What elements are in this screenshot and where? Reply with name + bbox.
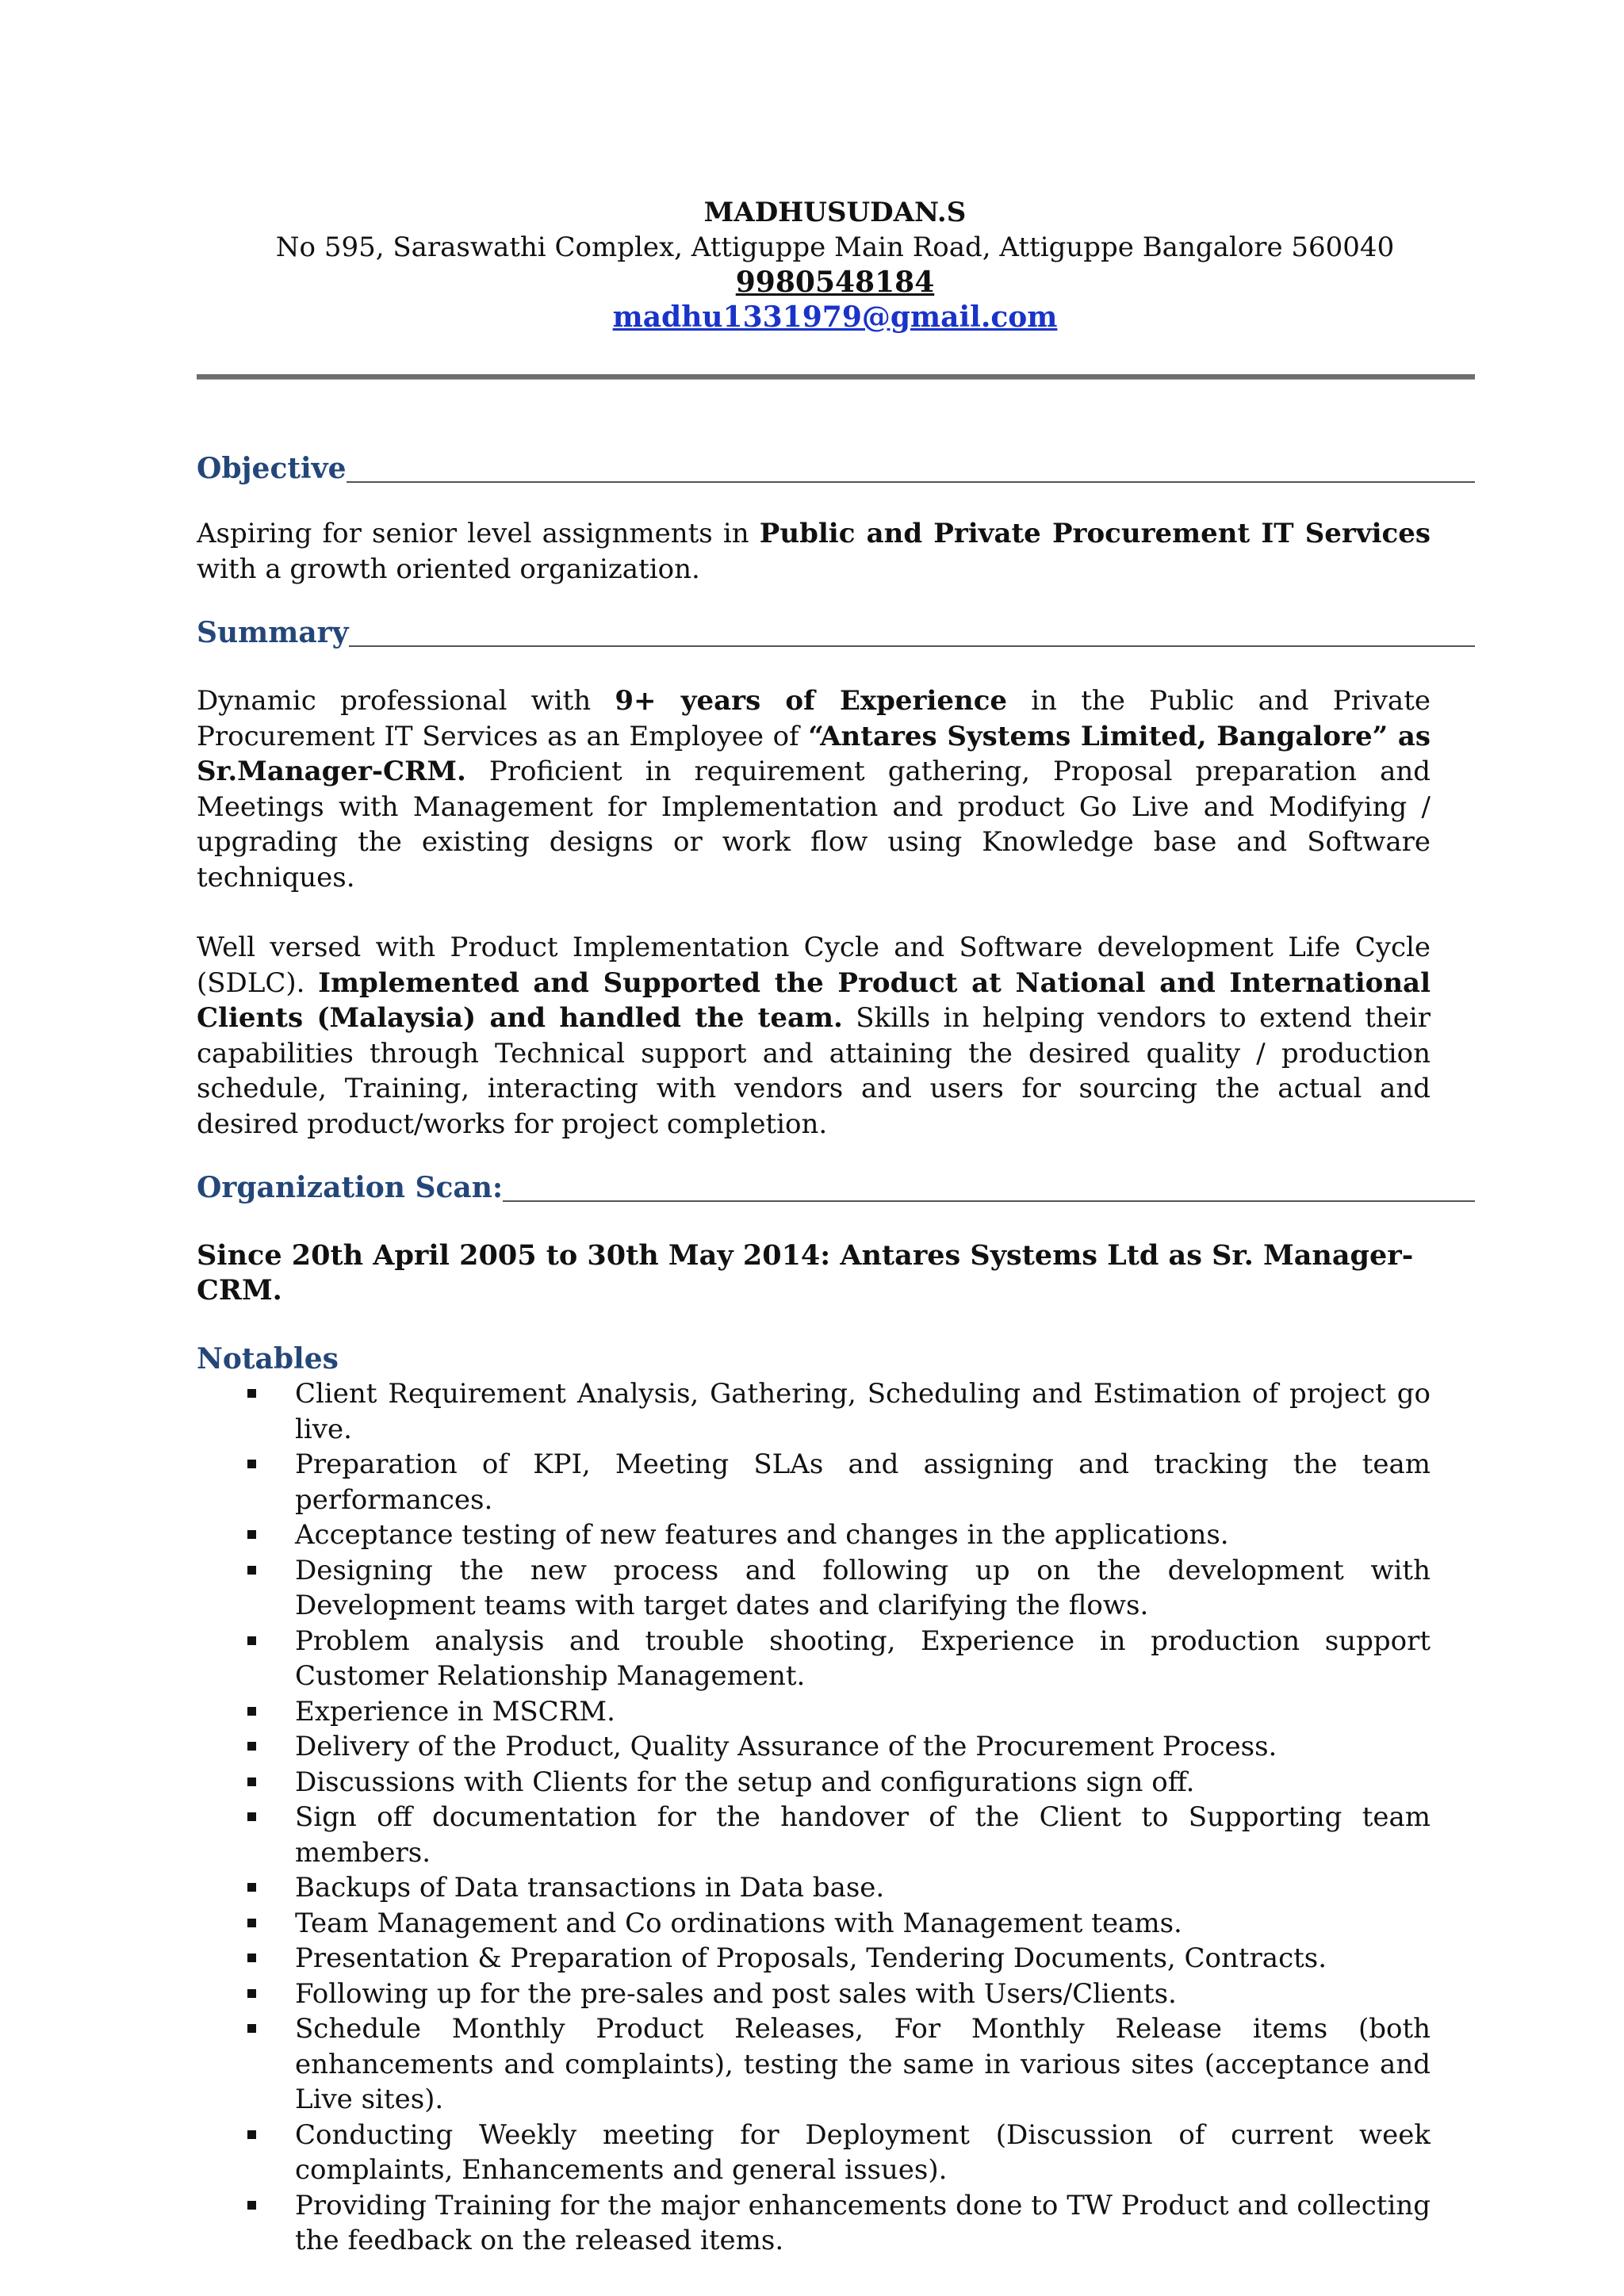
bullet-square-icon	[247, 1812, 256, 1821]
notable-item	[197, 1624, 1431, 1694]
summary-text-bold: “Antares Systems Limited, Bangalore” as Sr.Manager-CRM.	[197, 720, 1431, 787]
address: No 595, Saraswathi Complex, Attiguppe Main Road, Attiguppe Bangalore 560040	[275, 232, 1395, 263]
notable-item	[197, 1976, 1431, 2012]
bullet-square-icon	[247, 1530, 256, 1539]
notable-item	[197, 1800, 1431, 1870]
objective-text-bold: Public and Private Procurement IT Services	[759, 518, 1431, 549]
summary-title: Summary	[197, 616, 349, 649]
bullet-square-icon	[247, 1919, 256, 1927]
bullet-square-icon	[247, 1777, 256, 1786]
summary-text-part: in the Public and Private Procurement IT Services as an Employee of	[197, 685, 1431, 752]
phone-number: 9980548184	[735, 266, 935, 299]
objective-title: Objective	[197, 452, 347, 485]
notable-text: Delivery of the Product, Quality Assurance of the Procurement Process.	[295, 1731, 1277, 1762]
resume-content	[197, 195, 1473, 2259]
notable-item	[197, 1447, 1431, 1517]
notable-text: Schedule Monthly Product Releases, For Monthly Release items (both enhancements and complaints), testing the same in various sites (acceptance and Live sites).	[295, 2013, 1431, 2115]
notable-item	[197, 1765, 1431, 1800]
notable-text: Providing Training for the major enhancements done to TW Product and collecting the feedback on the released items.	[295, 2189, 1431, 2256]
notable-item	[197, 1553, 1431, 1624]
notable-item	[197, 1376, 1431, 1447]
header-divider	[197, 374, 1475, 380]
bullet-square-icon	[247, 2130, 256, 2139]
notables-list	[197, 1376, 1431, 2259]
notable-item	[197, 2118, 1431, 2188]
bullet-square-icon	[247, 1989, 256, 1998]
notable-item	[197, 1694, 1431, 1730]
notable-text: Designing the new process and following up on the development with Development teams with target dates and clarifying the flows.	[295, 1554, 1431, 1621]
notable-text: Presentation & Preparation of Proposals, Tendering Documents, Contracts.	[295, 1942, 1327, 1974]
contact-header	[197, 195, 1473, 335]
notable-text: Discussions with Clients for the setup and configurations sign off.	[295, 1766, 1195, 1798]
summary-text-part: Skills in helping vendors to extend their capabilities through Technical support and attaining the desired quality / production schedule, Training, interacting with vendors and users for sourcing the actual and desired product/works for project completion.	[197, 1002, 1431, 1140]
notable-item	[197, 1870, 1431, 1906]
summary-paragraph-2	[197, 930, 1431, 1142]
notable-text: Sign off documentation for the handover of the Client to Supporting team members.	[295, 1801, 1431, 1869]
section-rule	[349, 645, 1475, 647]
notable-item	[197, 1517, 1431, 1553]
notable-item	[197, 1906, 1431, 1942]
notable-item	[197, 2011, 1431, 2118]
candidate-name: MADHUSUDAN.S	[703, 197, 967, 228]
bullet-square-icon	[247, 1636, 256, 1645]
bullet-square-icon	[247, 1566, 256, 1575]
notable-item	[197, 1941, 1431, 1976]
organization-heading	[197, 1172, 1475, 1203]
organization-title: Organization Scan:	[197, 1171, 504, 1204]
notable-text: Experience in MSCRM.	[295, 1695, 615, 1728]
notable-text: Team Management and Co ordinations with Management teams.	[295, 1907, 1182, 1939]
bullet-square-icon	[247, 1707, 256, 1716]
summary-text-bold: Implemented and Supported the Product at National and International Clients (Malaysia) and handled the team.	[197, 966, 1431, 1034]
bullet-square-icon	[247, 1883, 256, 1892]
bullet-square-icon	[247, 1389, 256, 1398]
notable-item	[197, 1729, 1431, 1765]
notable-text: Client Requirement Analysis, Gathering, Scheduling and Estimation of project go live.	[295, 1378, 1431, 1445]
notable-item	[197, 2188, 1431, 2259]
bullet-square-icon	[247, 2201, 256, 2210]
section-rule	[503, 1200, 1475, 1202]
notable-text: Backups of Data transactions in Data base.	[295, 1872, 885, 1904]
summary-heading	[197, 617, 1475, 649]
notables-title: Notables	[197, 1342, 339, 1376]
summary-text-part: Well versed with Product Implementation Cycle and Software development Life Cycle (SDLC).	[197, 932, 1431, 999]
objective-text-part: Aspiring for senior level assignments in	[197, 518, 760, 549]
objective-heading	[197, 453, 1475, 484]
notable-text: Problem analysis and trouble shooting, Experience in production support Customer Relationship Management.	[295, 1624, 1431, 1692]
objective-text	[197, 516, 1431, 587]
summary-paragraph-1	[197, 683, 1431, 895]
summary-text-part: Dynamic professional with	[197, 685, 615, 717]
bullet-square-icon	[247, 1460, 256, 1468]
summary-text-bold: 9+ years of Experience	[615, 685, 1008, 717]
notable-text: Following up for the pre-sales and post sales with Users/Clients.	[295, 1977, 1177, 2010]
notable-text: Acceptance testing of new features and changes in the applications.	[295, 1519, 1229, 1551]
bullet-square-icon	[247, 1742, 256, 1751]
bullet-square-icon	[247, 2024, 256, 2033]
email-link[interactable]: madhu1331979@gmail.com	[612, 300, 1058, 334]
employment-period: Since 20th April 2005 to 30th May 2014: Antares Systems Ltd as Sr. Manager-CRM.	[197, 1239, 1414, 1307]
section-rule	[347, 481, 1475, 483]
notable-text: Conducting Weekly meeting for Deployment (Discussion of current week complaints, Enhancements and general issues).	[295, 2118, 1431, 2186]
notable-text: Preparation of KPI, Meeting SLAs and assigning and tracking the team performances.	[295, 1448, 1431, 1516]
objective-text-part: with a growth oriented organization.	[197, 553, 700, 585]
bullet-square-icon	[247, 1954, 256, 1962]
summary-text-part: Proficient in requirement gathering, Proposal preparation and Meetings with Management for Implementation and product Go Live and Modifying / upgrading the existing designs or work flow using Knowledge base and Software techniques.	[197, 756, 1431, 894]
